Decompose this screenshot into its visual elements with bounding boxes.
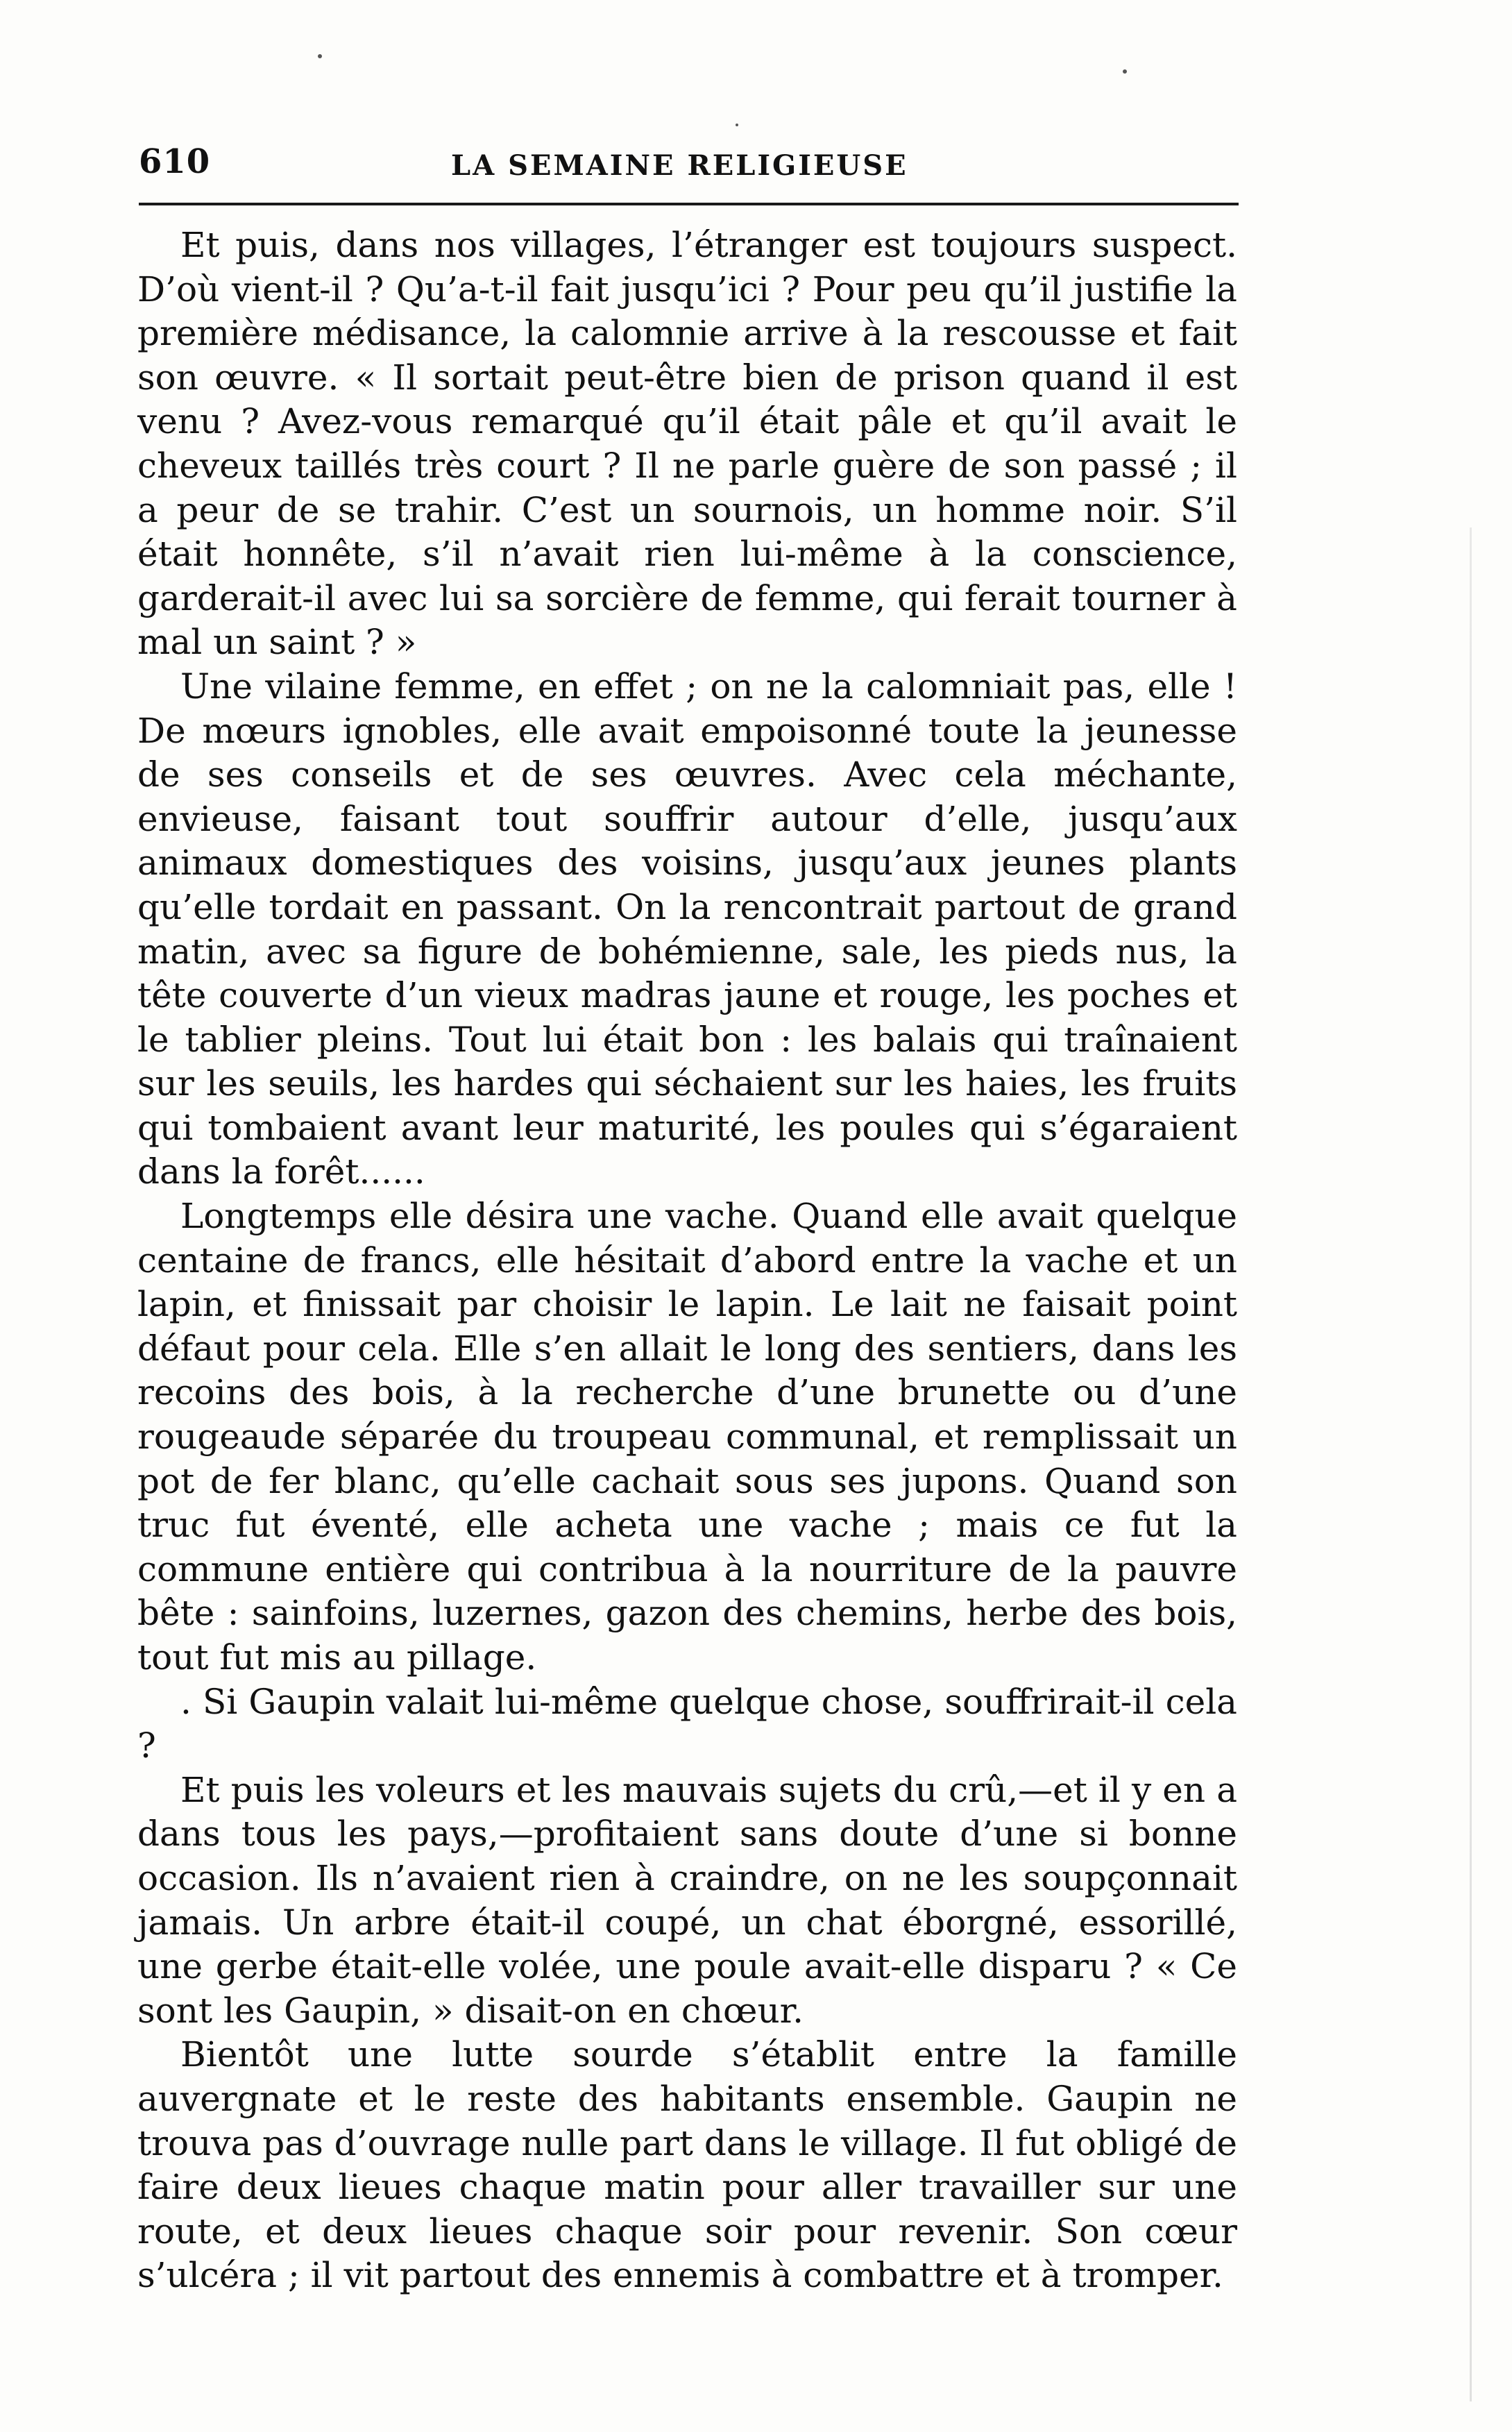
binding-edge-shadow [1470,527,1472,2401]
running-title: LA SEMAINE RELIGIEUSE [451,149,908,182]
paragraph-4: . Si Gaupin valait lui-même quelque chose, souffrirait-il cela ? [137,1681,1237,1766]
paragraph-2: Une vilaine femme, en effet ; on ne la calomniait pas, elle ! De mœurs ignobles, elle avait empoisonné toute la jeunesse de ses conseils et de ses œuvres. Avec cela méchante, envieuse, faisant tout souffrir autour d’elle, jusqu’aux animaux domestiques des voisins, jusqu’aux jeunes plants qu’elle tordait en passant. On la rencontrait partout de grand matin, avec sa figure de bohémienne, sale, les pieds nus, la tête couverte d’un vieux madras jaune et rouge, les poches et le tablier pleins. Tout lui était bon : les balais qui traînaient sur les seuils, les hardes qui séchaient sur les haies, les fruits qui tombaient avant leur maturité, les poules qui s’égaraient dans la forêt...... [137,666,1237,1192]
paragraph-6: Bientôt une lutte sourde s’établit entre la famille auvergnate et le reste des habitants ensemble. Gaupin ne trouva pas d’ouvrage nulle part dans le village. Il fut obligé de faire deux lieues chaque matin pour aller travailler sur une route, et deux lieues chaque soir pour revenir. Son cœur s’ulcéra ; il vit partout des ennemis à combattre et à tromper. [137,2034,1237,2296]
header-rule [139,203,1239,205]
print-speck [318,54,322,58]
page-header [139,142,1235,191]
paragraph-3: Longtemps elle désira une vache. Quand elle avait quelque centaine de francs, elle hésitait d’abord entre la vache et un lapin, et finissait par choisir le lapin. Le lait ne faisait point défaut pour cela. Elle s’en allait le long des sentiers, dans les recoins des bois, à la recherche d’une brunette ou d’une rougeaude séparée du troupeau communal, et remplissait un pot de fer blanc, qu’elle cachait sous ses jupons. Quand son truc fut éventé, elle acheta une vache ; mais ce fut la commune entière qui contribua à la nourriture de la pauvre bête : sainfoins, luzernes, gazon des chemins, herbe des bois, tout fut mis au pillage. [137,1196,1237,1678]
print-speck [1123,69,1127,74]
paragraph-1: Et puis, dans nos villages, l’étranger est toujours suspect. D’où vient-il ? Qu’a-t-il fait jusqu’ici ? Pour peu qu’il justifie la première médisance, la calomnie arrive à la rescousse et fait son œuvre. « Il sortait peut-être bien de prison quand il est venu ? Avez-vous remarqué qu’il était pâle et qu’il avait le cheveux taillés très court ? Il ne parle guère de son passé ; il a peur de se trahir. C’est un sournois, un homme noir. S’il était honnête, s’il n’avait rien lui-même à la conscience, garderait-il avec lui sa sorcière de femme, qui ferait tourner à mal un saint ? » [137,225,1237,663]
paragraph-5: Et puis les voleurs et les mauvais sujets du crû,—et il y en a dans tous les pays,—profitaient sans doute d’une si bonne occasion. Ils n’avaient rien à craindre, on ne les soupçonnait jamais. Un arbre était-il coupé, un chat éborgné, essorillé, une gerbe était-elle volée, une poule avait-elle disparu ? « Ce sont les Gaupin, » disait-on en chœur. [137,1769,1237,2031]
body-text [137,223,1237,2298]
print-speck [736,124,738,126]
page-number: 610 [139,142,211,181]
